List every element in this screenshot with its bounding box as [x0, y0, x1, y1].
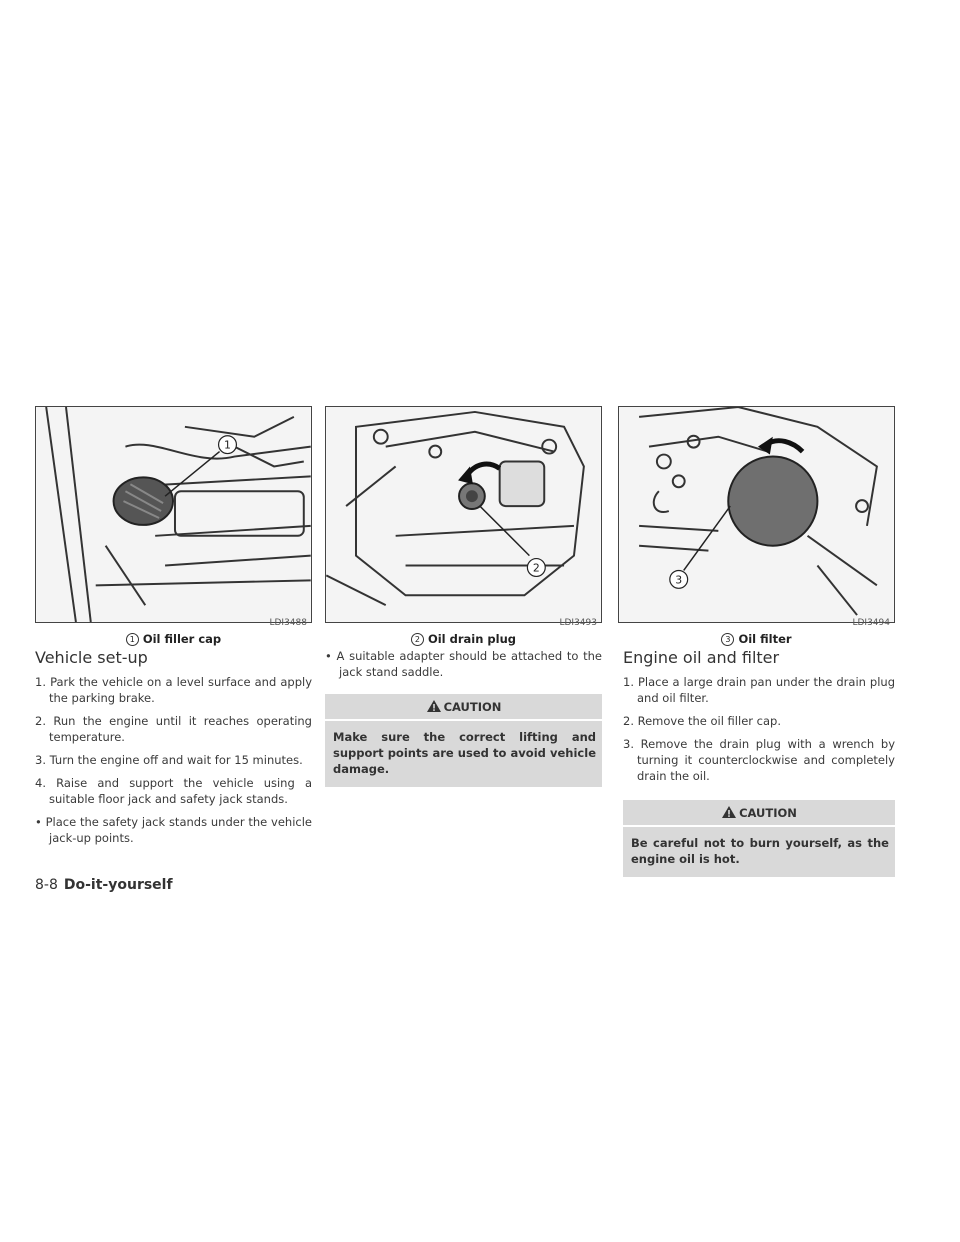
- figure-oil-filter: [618, 406, 895, 623]
- figure-oil-drain-plug: [325, 406, 602, 623]
- caption-text: Oil filler cap: [142, 632, 222, 646]
- caution-title: CAUTION: [443, 700, 502, 714]
- section-heading: Engine oil and filter: [623, 648, 780, 667]
- oil-filler-cap-illustration: [36, 407, 311, 622]
- section-heading: Vehicle set-up: [35, 648, 148, 667]
- list-item: 3. Remove the drain plug with a wrench by turning it counterclockwise and completely drain the oil.: [623, 737, 895, 783]
- caution-box: [325, 694, 602, 787]
- list-item: 1. Park the vehicle on a level surface and apply the parking brake.: [35, 675, 312, 705]
- oil-filter-illustration: [619, 407, 894, 622]
- caution-header: [325, 694, 602, 721]
- caution-header: [623, 800, 895, 827]
- caption-oil-filter: [618, 632, 895, 646]
- figure-code: LDI3494: [852, 618, 890, 628]
- column-engine-oil: [623, 648, 895, 877]
- figure-code: LDI3493: [559, 618, 597, 628]
- caution-box: [623, 800, 895, 877]
- caption-text: Oil filter: [738, 632, 792, 646]
- list-item: • A suitable adapter should be attached to the jack stand saddle.: [325, 649, 602, 679]
- list-item: 4. Raise and support the vehicle using a suitable floor jack and safety jack stands.: [35, 776, 312, 806]
- list-item: 1. Place a large drain pan under the drain plug and oil filter.: [623, 675, 895, 705]
- oil-drain-plug-illustration: [326, 407, 601, 622]
- warning-icon: [426, 699, 442, 713]
- caution-text: Make sure the correct lifting and support points are used to avoid vehicle damage.: [333, 730, 596, 776]
- column-middle: [325, 648, 602, 787]
- page-footer: [35, 877, 173, 893]
- caption-number: 2: [411, 633, 424, 646]
- caption-oil-filler-cap: [35, 632, 312, 646]
- list-item: 2. Run the engine until it reaches operating temperature.: [35, 714, 312, 744]
- caption-text: Oil drain plug: [427, 632, 517, 646]
- section-name: Do-it-yourself: [63, 877, 173, 893]
- callout-2: 2: [532, 561, 540, 575]
- callout-1: 1: [224, 438, 231, 452]
- caution-title: CAUTION: [739, 806, 797, 820]
- list-item: • Place the safety jack stands under the vehicle jack-up points.: [35, 815, 312, 845]
- caution-text: Be careful not to burn yourself, as the engine oil is hot.: [631, 836, 889, 866]
- figure-code: LDI3488: [269, 618, 307, 628]
- caption-number: 1: [126, 633, 139, 646]
- warning-icon: [721, 805, 737, 819]
- caption-number: 3: [721, 633, 734, 646]
- callout-3: 3: [675, 573, 683, 587]
- figure-oil-filler-cap: [35, 406, 312, 623]
- list-item: 2. Remove the oil filler cap.: [623, 714, 781, 728]
- caption-oil-drain-plug: [325, 632, 602, 646]
- list-item: 3. Turn the engine off and wait for 15 minutes.: [35, 753, 303, 767]
- page-number: 8-8: [35, 877, 58, 893]
- column-vehicle-setup: [35, 648, 312, 853]
